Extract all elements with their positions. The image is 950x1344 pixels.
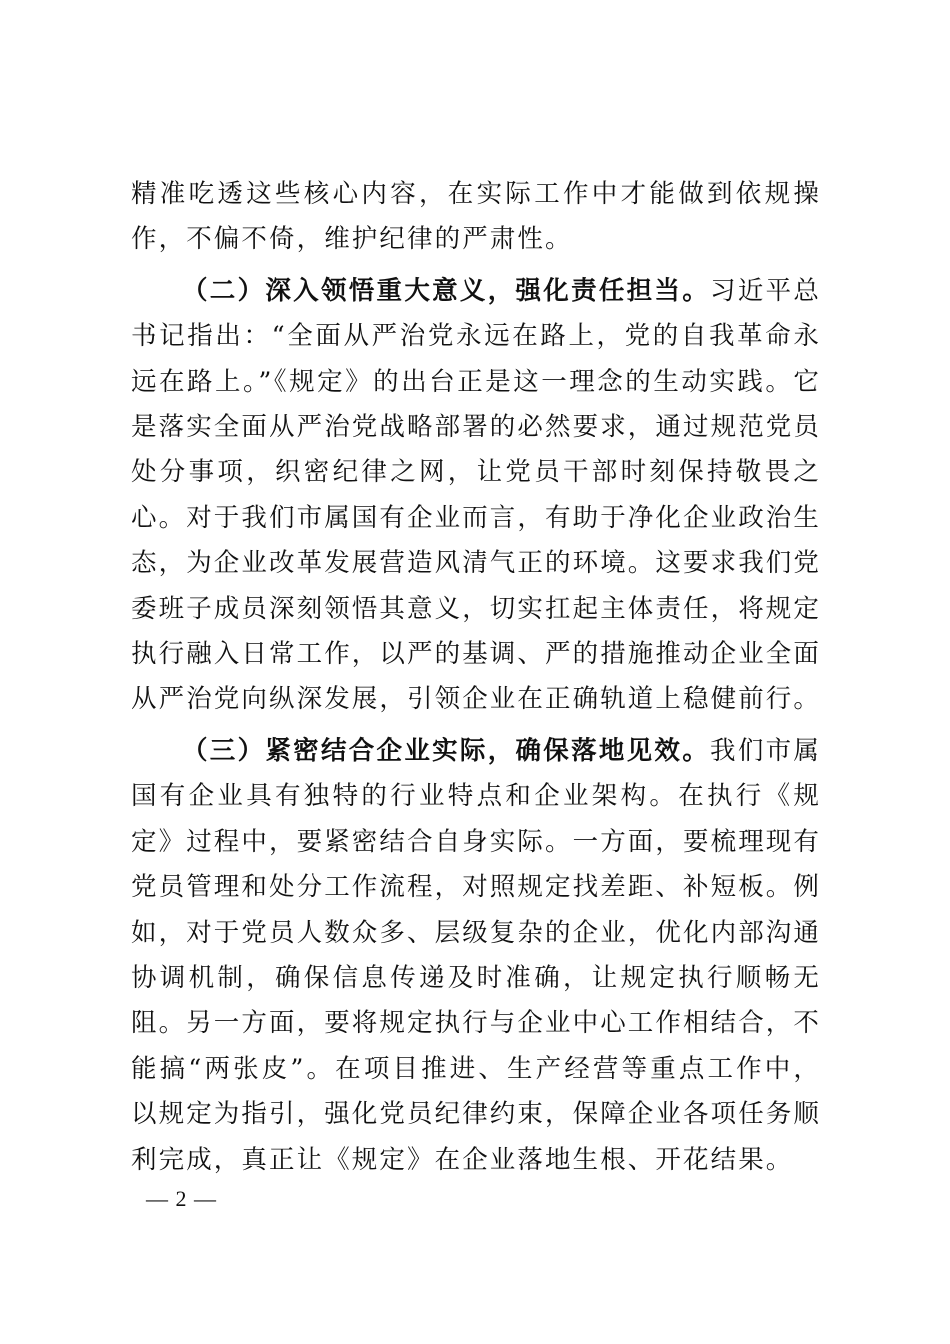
paragraph-text: 我们市属国有企业具有独特的行业特点和企业架构。在执行《规定》过程中，要紧密结合自身实际。一方面，要梳理现有党员管理和处分工作流程，对照规定找差距、补短板。例如，对于党员人数众多、层级复杂的企业，优化内部沟通协调机制，确保信息传递及时准确，让规定执行顺畅无阻。另一方面，要将规定执行与企业中心工作相结合，不能搞“两张皮”。在项目推进、生产经营等重点工作中，以规定为指引，强化党员纪律约束，保障企业各项任务顺利完成，真正让《规定》在企业落地生根、开花结果。 — [131, 735, 822, 1175]
section-heading: （二）深入领悟重大意义，强化责任担当。 — [182, 275, 711, 306]
document-body — [131, 172, 821, 1183]
paragraph-continuation — [131, 172, 821, 263]
paragraph-section-3 — [131, 729, 821, 1183]
paragraph-text: 精准吃透这些核心内容，在实际工作中才能做到依规操作，不偏不倚，维护纪律的严肃性。 — [131, 179, 821, 255]
paragraph-section-2 — [131, 269, 821, 723]
page-number: — 2 — — [146, 1186, 217, 1211]
paragraph-text: 习近平总书记指出：“全面从严治党永远在路上，党的自我革命永远在路上。”《规定》的出台正是这一理念的生动实践。它是落实全面从严治党战略部署的必然要求，通过规范党员处分事项，织密纪律之网，让党员干部时刻保持敬畏之心。对于我们市属国有企业而言，有助于净化企业政治生态，为企业改革发展营造风清气正的环境。这要求我们党委班子成员深刻领悟其意义，切实扛起主体责任，将规定执行融入日常工作，以严的基调、严的措施推动企业全面从严治党向纵深发展，引领企业在正确轨道上稳健前行。 — [131, 275, 822, 715]
section-heading: （三）紧密结合企业实际，确保落地见效。 — [182, 735, 711, 766]
